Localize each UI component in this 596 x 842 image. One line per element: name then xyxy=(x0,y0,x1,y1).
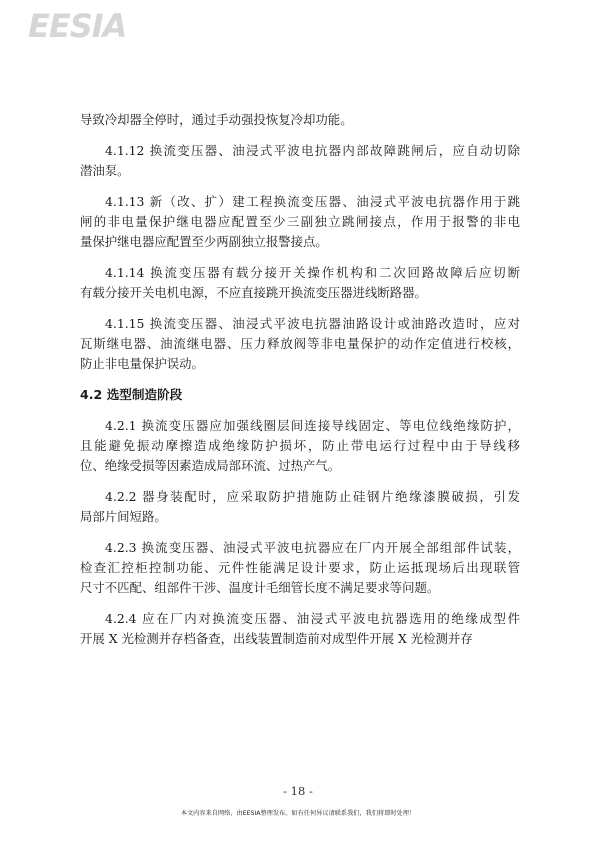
paragraph-line: 尺寸不匹配、组部件干涉、温度计毛细管长度不满足要求等问题。 xyxy=(80,580,440,595)
paragraph xyxy=(80,314,520,374)
paragraph-line: 4.2.1 换流变压器应加强线圈层间连接导线固定、等电位线绝缘防护， xyxy=(105,418,520,433)
paragraph xyxy=(80,110,520,130)
paragraphs-after-heading xyxy=(80,416,520,660)
page-number: - 18 - xyxy=(283,784,313,798)
paragraph-gap xyxy=(80,303,520,314)
paragraph-line: 位、绝缘受损等因素造成局部环流、过热产气。 xyxy=(80,458,341,473)
footer-disclaimer: 本文内容来自网络，由EESIA整理发布。如有任何异议请联系我们，我们将即时处理！ xyxy=(180,810,416,817)
paragraphs-before-heading xyxy=(80,110,520,385)
paragraph-line: 4.1.13 新（改、扩）建工程换流变压器、油浸式平波电抗器作用于跳 xyxy=(105,194,520,209)
document-body xyxy=(80,110,520,660)
paragraph-line: 开展 X 光检测并存档备查，出线装置制造前对成型件开展 X 光检测并存 xyxy=(80,631,473,646)
paragraph-gap xyxy=(80,476,520,487)
paragraph-gap xyxy=(80,181,520,192)
paragraph-line: 潜油泵。 xyxy=(80,163,130,178)
paragraph-gap xyxy=(80,252,520,263)
paragraph-line: 检查汇控柜控制功能、元件性能满足设计要求，防止运抵现场后出现联管 xyxy=(80,560,520,575)
paragraph-line: 4.1.12 换流变压器、油浸式平波电抗器内部故障跳闸后，应自动切除 xyxy=(105,143,520,158)
paragraph-line: 闸的非电量保护继电器应配置至少三副独立跳闸接点，作用于报警的非电 xyxy=(80,214,520,229)
paragraph-gap xyxy=(80,649,520,660)
paragraph-line: 4.2.4 应在厂内对换流变压器、油浸式平波电抗器选用的绝缘成型件 xyxy=(105,611,520,626)
paragraph xyxy=(80,263,520,303)
paragraph xyxy=(80,192,520,252)
paragraph xyxy=(80,609,520,649)
section-heading: 4.2 选型制造阶段 xyxy=(80,387,183,402)
paragraph-line: 且能避免振动摩擦造成绝缘防护损坏，防止带电运行过程中由于导线移 xyxy=(80,438,520,453)
eesia-logo xyxy=(28,6,126,46)
paragraph-line: 4.2.3 换流变压器、油浸式平波电抗器应在厂内开展全部组部件试装， xyxy=(105,540,520,555)
paragraph xyxy=(80,416,520,476)
paragraph-line: 防止非电量保护误动。 xyxy=(80,356,204,371)
paragraph-gap xyxy=(80,130,520,141)
paragraph-line: 有载分接开关电机电源，不应直接跳开换流变压器进线断路器。 xyxy=(80,285,427,300)
paragraph-gap xyxy=(80,527,520,538)
paragraph xyxy=(80,538,520,598)
paragraph xyxy=(80,487,520,527)
paragraph xyxy=(80,141,520,181)
paragraph-line: 量保护继电器应配置至少两副独立报警接点。 xyxy=(80,234,328,249)
paragraph-line: 4.2.2 器身装配时，应采取防护措施防止硅钢片绝缘漆膜破损，引发 xyxy=(105,489,520,504)
paragraph-line: 导致冷却器全停时，通过手动强投恢复冷却功能。 xyxy=(80,112,353,127)
paragraph-gap xyxy=(80,374,520,385)
paragraph-gap xyxy=(80,598,520,609)
paragraph-line: 瓦斯继电器、油流继电器、压力释放阀等非电量保护的动作定值进行校核， xyxy=(80,336,520,351)
paragraph-line: 局部片间短路。 xyxy=(80,509,167,524)
paragraph-line: 4.1.15 换流变压器、油浸式平波电抗器油路设计或油路改造时，应对 xyxy=(105,316,520,331)
paragraph-line: 4.1.14 换流变压器有载分接开关操作机构和二次回路故障后应切断 xyxy=(105,265,520,280)
logo-text: EESIA xyxy=(28,7,127,45)
